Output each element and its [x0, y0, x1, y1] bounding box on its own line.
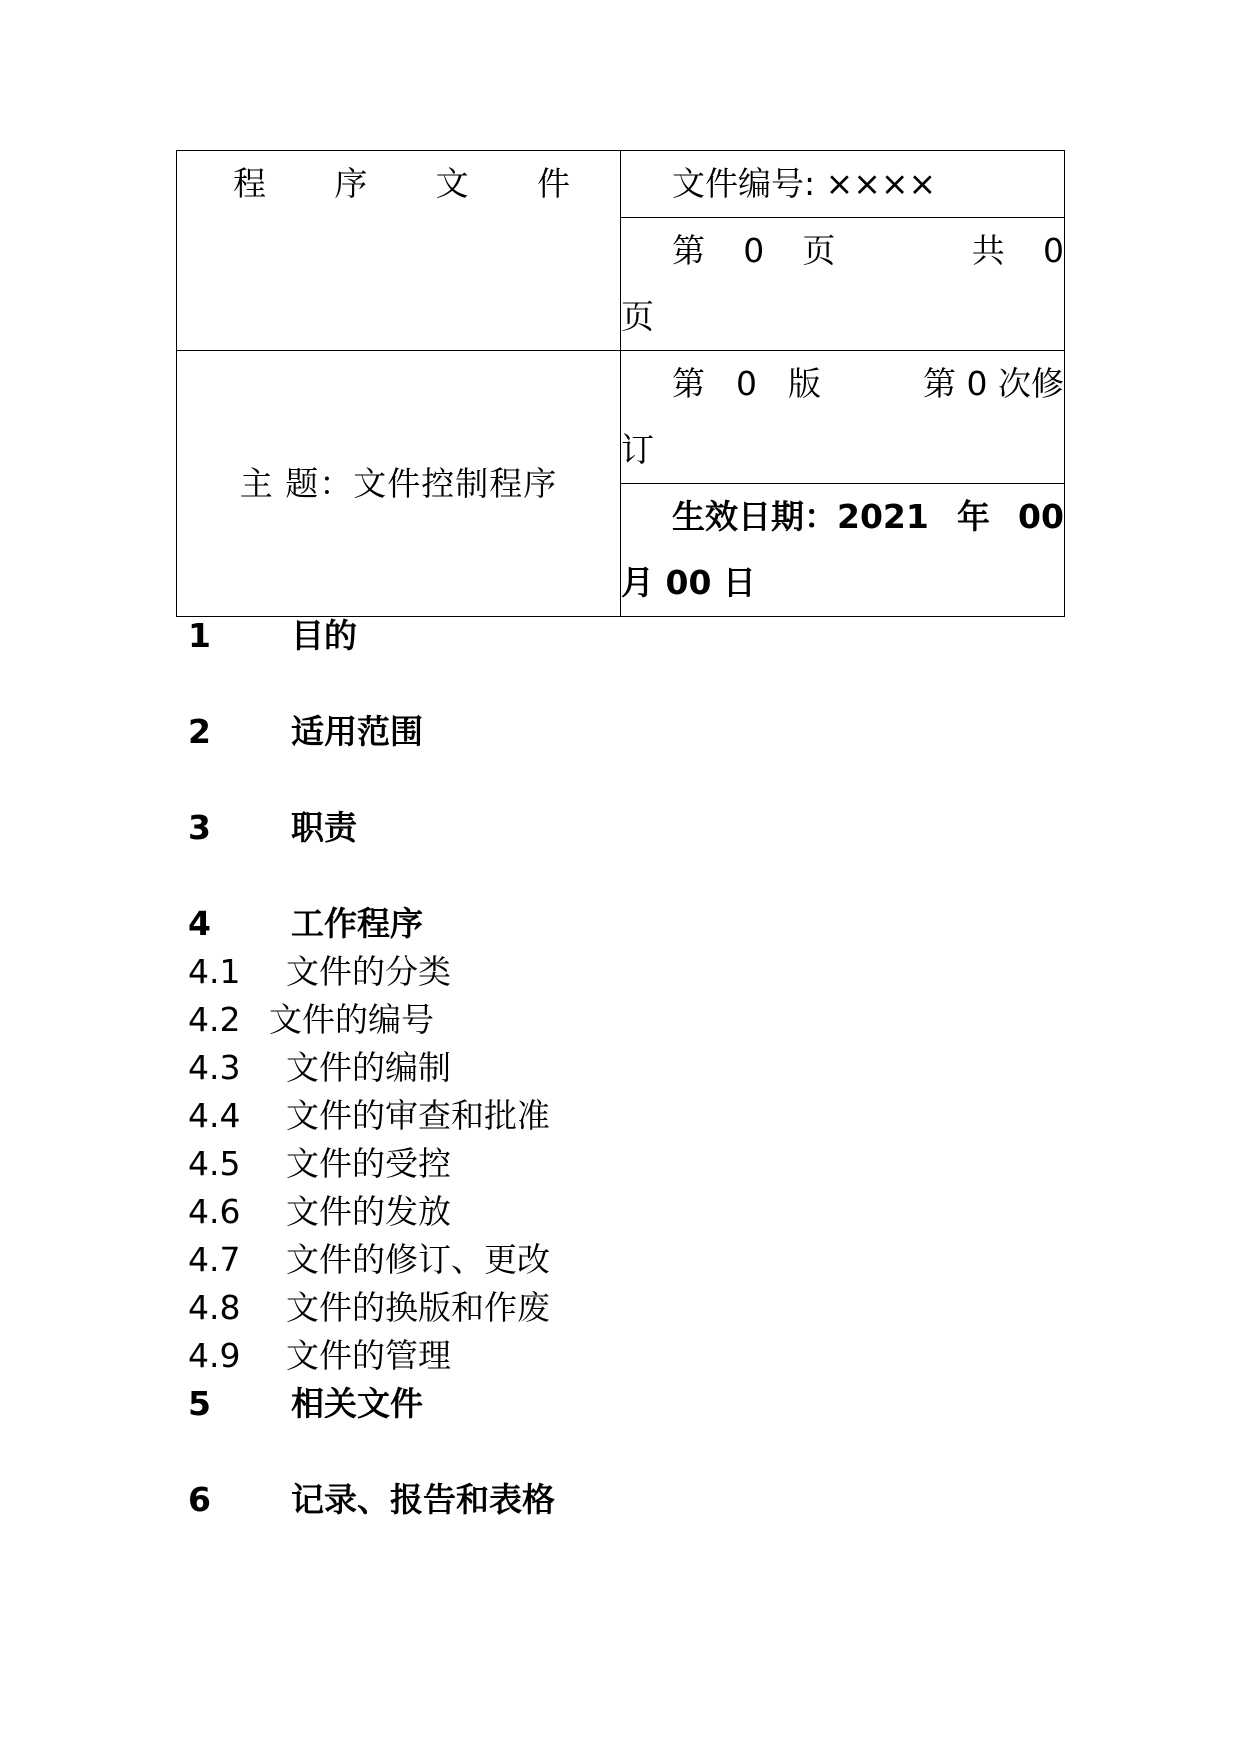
subsection-number: 4.6	[188, 1192, 241, 1231]
subject-cell	[177, 351, 621, 617]
subsection-title: 文件的换版和作废	[286, 1288, 550, 1327]
version-cell	[621, 351, 1065, 484]
page-count-line-2: 页	[621, 297, 654, 336]
doc-type-cell	[177, 151, 621, 351]
subsection-item	[188, 1284, 1088, 1332]
section-heading	[188, 708, 1088, 756]
subsection-item	[188, 1044, 1088, 1092]
revision-group: 第 0 次修	[923, 364, 1064, 403]
subsection-item	[188, 1236, 1088, 1284]
page-text: 页	[802, 231, 836, 270]
section-number: 3	[188, 808, 211, 847]
doc-type-char: 文	[435, 164, 469, 203]
section-heading	[188, 1380, 1088, 1428]
section-number: 5	[188, 1384, 211, 1423]
subsection-number: 4.7	[188, 1240, 241, 1279]
subsection-number: 4.3	[188, 1048, 241, 1087]
subsection-number: 4.5	[188, 1144, 241, 1183]
section-heading	[188, 612, 1088, 660]
version-line-2: 订	[621, 430, 654, 469]
doc-type-char: 序	[334, 164, 368, 203]
subsection-title: 文件的编制	[286, 1048, 451, 1087]
subsection-item	[188, 996, 1088, 1044]
subsection-title: 文件的受控	[286, 1144, 451, 1183]
page-count-cell	[621, 218, 1065, 351]
section-heading	[188, 1476, 1088, 1524]
version-text: 第	[672, 364, 705, 403]
section-title: 工作程序	[291, 904, 423, 943]
page-count-line	[621, 218, 1064, 284]
section-heading	[188, 804, 1088, 852]
section-title: 职责	[291, 808, 357, 847]
subsection-title: 文件的编号	[269, 1000, 434, 1039]
subsection-number: 4.4	[188, 1096, 241, 1135]
section-title: 目的	[291, 616, 357, 655]
subsection-item	[188, 948, 1088, 996]
subsection-title: 文件的审查和批准	[286, 1096, 550, 1135]
subsection-title: 文件的管理	[286, 1336, 451, 1375]
subsection-item	[188, 1332, 1088, 1380]
section-title: 相关文件	[291, 1384, 423, 1423]
effective-date-cell	[621, 484, 1065, 617]
section-number: 4	[188, 904, 211, 943]
effective-date-text: 生效日期：2021	[672, 497, 929, 536]
section-heading	[188, 900, 1088, 948]
section-number: 6	[188, 1480, 211, 1519]
page-text: 0	[743, 231, 765, 270]
version-line	[621, 351, 1064, 417]
effective-date-text: 00	[1018, 497, 1064, 536]
doc-type-char: 程	[233, 164, 266, 203]
version-text: 版	[788, 364, 821, 403]
subsection-title: 文件的分类	[286, 952, 451, 991]
subsection-number: 4.1	[188, 952, 241, 991]
document-outline	[188, 612, 1088, 1524]
page-text: 0	[1042, 231, 1064, 270]
subsection-item	[188, 1188, 1088, 1236]
section-number: 1	[188, 616, 211, 655]
section-title: 适用范围	[291, 712, 423, 751]
document-header-table	[176, 150, 1065, 617]
page-text: 共	[971, 231, 1005, 270]
section-title: 记录、报告和表格	[291, 1480, 555, 1519]
page-text: 第	[672, 231, 705, 270]
subsection-number: 4.2	[188, 1000, 241, 1039]
subject-title: 主 题：文件控制程序	[239, 463, 558, 503]
version-text: 0	[736, 364, 757, 403]
doc-type-char: 件	[536, 164, 570, 203]
subsection-title: 文件的发放	[286, 1192, 451, 1231]
subsection-title: 文件的修订、更改	[286, 1240, 550, 1279]
effective-date-line-2: 月 00 日	[621, 563, 756, 602]
doc-type-label	[177, 151, 620, 217]
file-number: 文件编号: ××××	[672, 164, 937, 203]
subsection-item	[188, 1092, 1088, 1140]
file-number-cell	[621, 151, 1065, 218]
effective-date-text: 年	[956, 497, 990, 536]
subsection-number: 4.9	[188, 1336, 241, 1375]
effective-date-line	[621, 484, 1064, 550]
subsection-item	[188, 1140, 1088, 1188]
subsection-number: 4.8	[188, 1288, 241, 1327]
section-number: 2	[188, 712, 211, 751]
